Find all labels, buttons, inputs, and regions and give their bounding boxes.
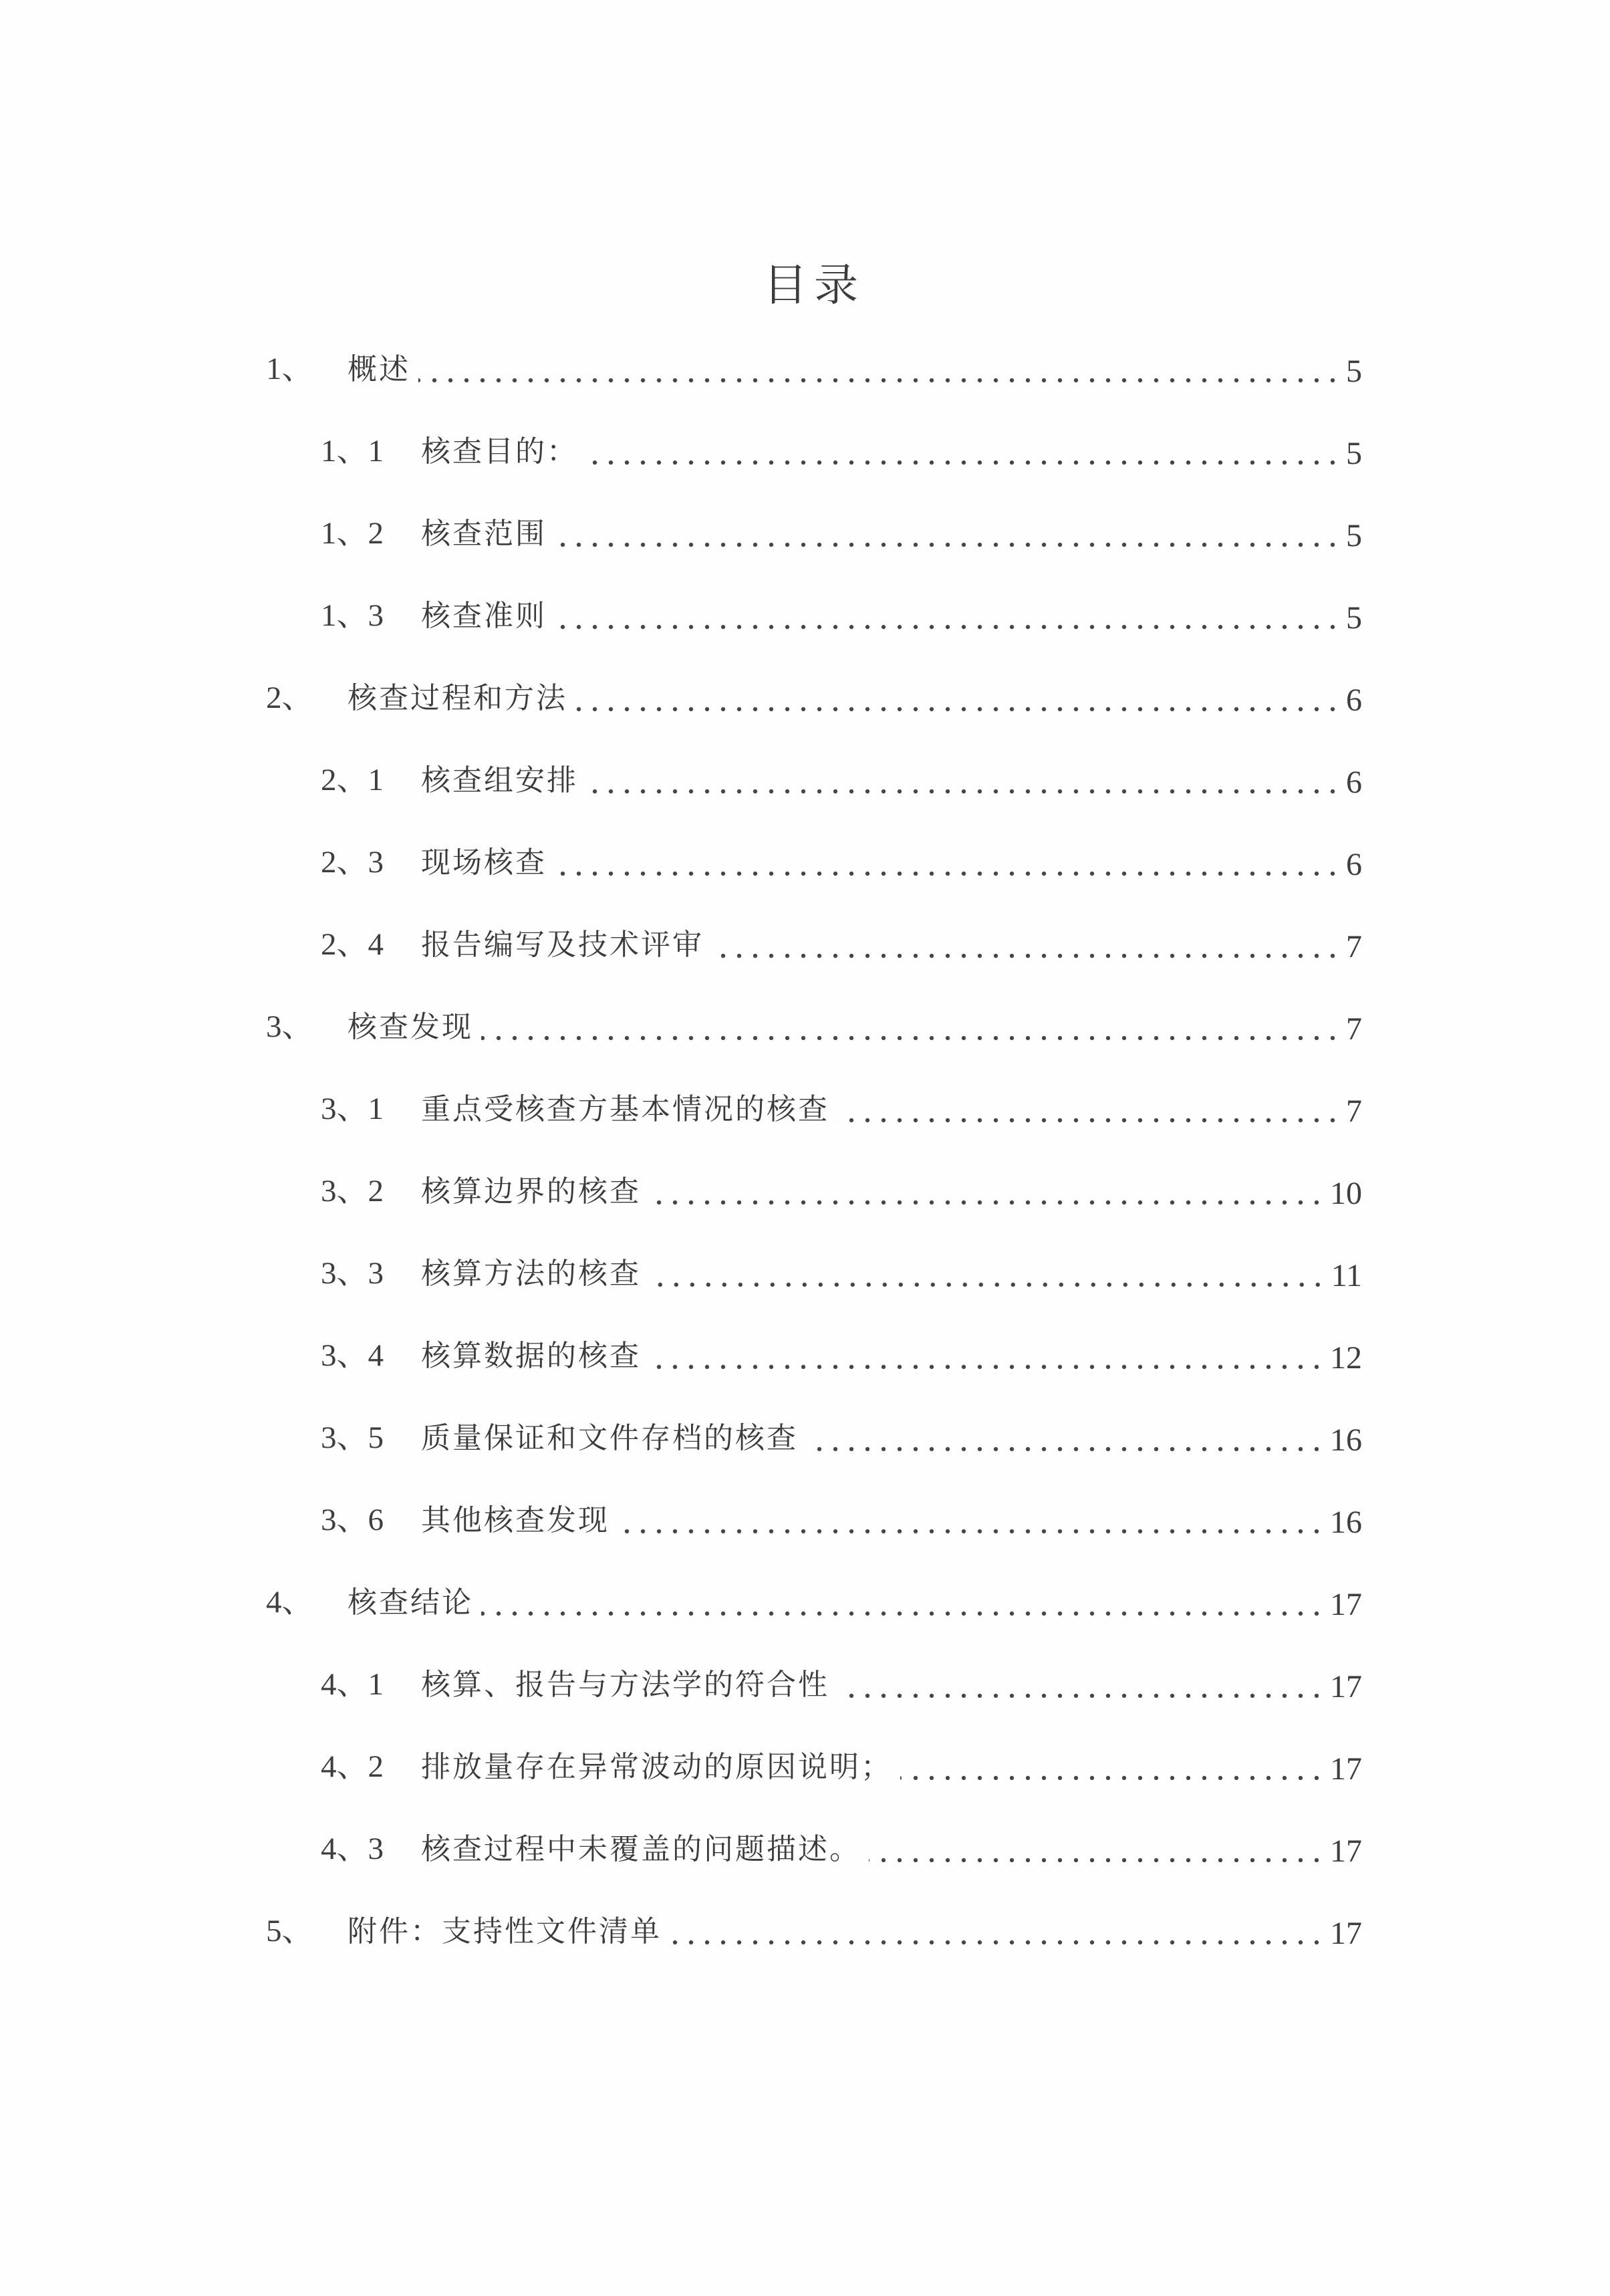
toc-entry-page: 17 <box>1330 1915 1362 1951</box>
toc-entry-label: 核查过程和方法 <box>348 681 567 715</box>
toc-leader-dots <box>900 1775 1325 1781</box>
toc-entry-number: 3、1 <box>321 1092 384 1126</box>
toc-entry-page: 5 <box>1346 517 1362 553</box>
toc-entry-number: 3、6 <box>321 1503 384 1537</box>
toc-entry-page: 5 <box>1346 353 1362 389</box>
toc-entry-label: 核查发现 <box>348 1010 473 1043</box>
toc-entry-label: 核查范围 <box>421 517 547 550</box>
toc-entry <box>266 1068 1362 1150</box>
toc-list <box>266 328 1362 1972</box>
toc-entry-number: 4、2 <box>321 1749 384 1784</box>
toc-entry <box>266 410 1362 493</box>
toc-entry-page: 5 <box>1346 600 1362 636</box>
toc-entry <box>266 1397 1362 1479</box>
toc-entry <box>266 1315 1362 1397</box>
toc-entry-number: 5、 <box>266 1914 313 1948</box>
toc-entry-label: 其他核查发现 <box>421 1503 610 1537</box>
toc-leader-dots <box>837 1692 1325 1699</box>
toc-entry <box>266 1890 1362 1972</box>
toc-entry-page: 6 <box>1346 846 1362 882</box>
toc-entry <box>266 904 1362 986</box>
toc-leader-dots <box>481 1035 1341 1041</box>
toc-leader-dots <box>649 1199 1325 1206</box>
toc-entry-label: 核查组安排 <box>421 763 578 797</box>
toc-leader-dots <box>481 1610 1325 1617</box>
toc-entry <box>266 1233 1362 1315</box>
toc-entry <box>266 1726 1362 1808</box>
toc-leader-dots <box>712 952 1341 959</box>
toc-entry-page: 16 <box>1330 1422 1362 1458</box>
toc-entry <box>266 986 1362 1068</box>
toc-entry <box>266 1644 1362 1726</box>
toc-entry-number: 3、3 <box>321 1256 384 1291</box>
toc-entry-number: 3、5 <box>321 1420 384 1455</box>
toc-entry-number: 1、 <box>266 352 313 386</box>
toc-entry-page: 6 <box>1346 682 1362 718</box>
toc-leader-dots <box>649 1281 1326 1288</box>
toc-entry-label: 质量保证和文件存档的核查 <box>421 1421 798 1454</box>
toc-leader-dots <box>575 706 1341 713</box>
toc-entry <box>266 739 1362 821</box>
toc-entry <box>266 657 1362 739</box>
toc-leader-dots <box>670 1939 1325 1946</box>
toc-entry-label: 重点受核查方基本情况的核查 <box>421 1092 829 1126</box>
toc-entry-number: 2、4 <box>321 927 384 962</box>
page-title: 目录 <box>763 261 865 310</box>
toc-entry <box>266 575 1362 657</box>
toc-leader-dots <box>555 870 1341 877</box>
toc-entry <box>266 493 1362 575</box>
toc-entry-number: 4、1 <box>321 1667 384 1702</box>
toc-entry-page: 6 <box>1346 764 1362 800</box>
toc-entry-page: 10 <box>1330 1175 1362 1211</box>
toc-entry-page: 17 <box>1330 1751 1362 1787</box>
toc-entry-number: 1、3 <box>321 598 384 633</box>
toc-leader-dots <box>649 1364 1325 1370</box>
toc-leader-dots <box>618 1528 1325 1535</box>
toc-entry-page: 17 <box>1330 1668 1362 1704</box>
toc-leader-dots <box>586 788 1341 795</box>
toc-entry-label: 核查过程中未覆盖的问题描述。 <box>421 1832 861 1866</box>
toc-entry-number: 4、3 <box>321 1831 384 1866</box>
toc-leader-dots <box>806 1446 1325 1452</box>
toc-entry-page: 7 <box>1346 1011 1362 1047</box>
toc-leader-dots <box>555 541 1341 548</box>
toc-entry-label: 概述 <box>348 352 410 386</box>
toc-entry-page: 12 <box>1330 1340 1362 1376</box>
toc-entry-number: 2、 <box>266 680 313 715</box>
toc-entry-number: 1、2 <box>321 516 384 551</box>
toc-entry-number: 1、1 <box>321 434 384 469</box>
toc-entry-page: 17 <box>1330 1586 1362 1622</box>
toc-entry-label: 核查结论 <box>348 1585 473 1619</box>
toc-entry-label: 核查目的： <box>421 434 578 468</box>
toc-entry-page: 16 <box>1330 1504 1362 1540</box>
toc-entry-label: 核算边界的核查 <box>421 1174 641 1208</box>
toc-leader-dots <box>418 377 1341 384</box>
toc-leader-dots <box>555 624 1341 630</box>
toc-entry-label: 核算数据的核查 <box>421 1339 641 1372</box>
toc-entry <box>266 1150 1362 1233</box>
toc-entry-label: 现场核查 <box>421 846 547 879</box>
toc-entry-page: 7 <box>1346 1093 1362 1129</box>
toc-entry-page: 5 <box>1346 435 1362 471</box>
toc-entry <box>266 821 1362 904</box>
toc-entry <box>266 1479 1362 1561</box>
toc-leader-dots <box>869 1857 1325 1864</box>
toc-entry-number: 3、4 <box>321 1338 384 1373</box>
toc-entry-label: 核算、报告与方法学的符合性 <box>421 1668 829 1701</box>
toc-entry-number: 3、 <box>266 1009 313 1044</box>
toc-entry-label: 报告编写及技术评审 <box>421 928 704 961</box>
toc-entry-page: 17 <box>1330 1833 1362 1869</box>
toc-entry-label: 核查准则 <box>421 599 547 632</box>
toc-leader-dots <box>586 459 1341 466</box>
toc-entry <box>266 1561 1362 1644</box>
toc-entry-page: 11 <box>1331 1257 1362 1293</box>
toc-leader-dots <box>837 1117 1341 1124</box>
toc-entry-number: 4、 <box>266 1585 313 1620</box>
toc-entry-page: 7 <box>1346 928 1362 965</box>
toc-entry-label: 排放量存在异常波动的原因说明； <box>421 1750 892 1783</box>
toc-entry-number: 2、1 <box>321 763 384 797</box>
toc-entry-label: 附件：支持性文件清单 <box>348 1914 662 1948</box>
toc-entry-label: 核算方法的核查 <box>421 1257 641 1290</box>
toc-entry <box>266 328 1362 410</box>
toc-entry-number: 2、3 <box>321 845 384 880</box>
toc-entry-number: 3、2 <box>321 1174 384 1208</box>
toc-entry <box>266 1808 1362 1890</box>
